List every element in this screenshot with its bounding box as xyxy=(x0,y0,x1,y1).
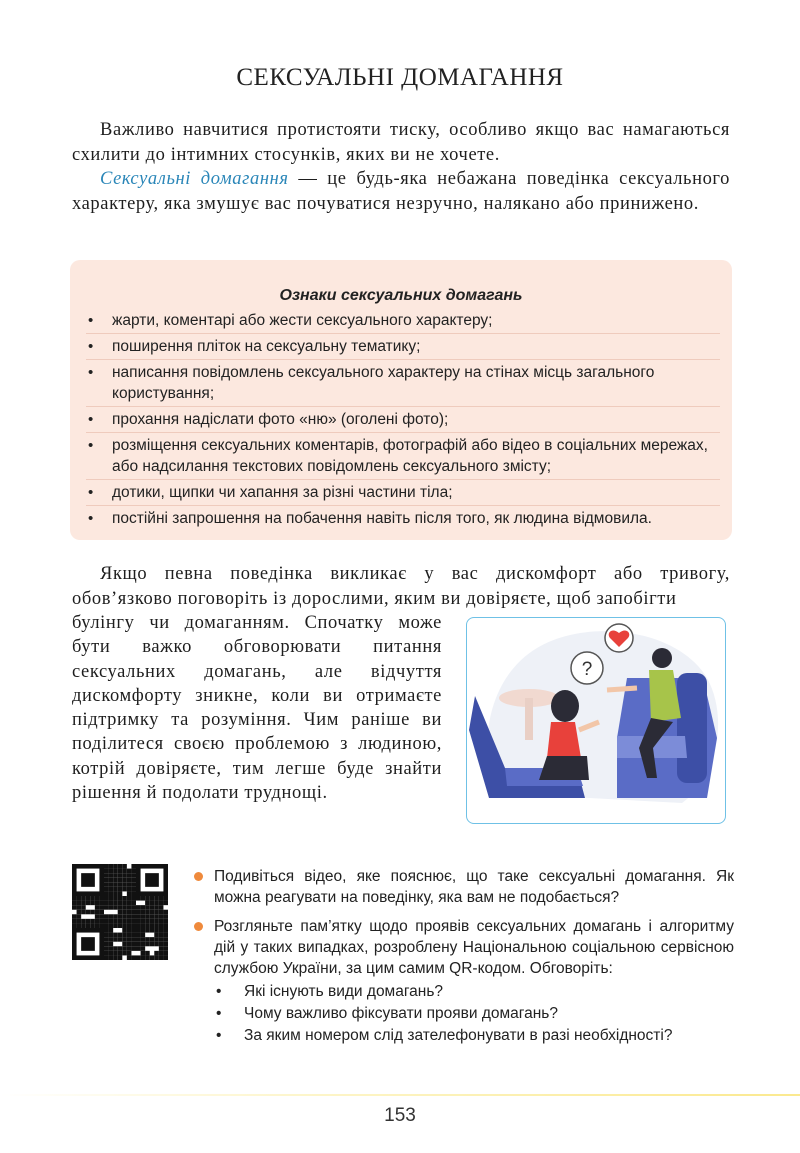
orange-bullet-icon xyxy=(194,872,203,881)
qr-code[interactable] xyxy=(72,864,168,960)
advice-paragraph-top: Якщо певна поведінка викликає у вас дискомфорт або тривогу, обов’язково поговоріть із дорослими, яким ви довіряєте, щоб запобігти xyxy=(72,564,730,609)
task-2-text: Розгляньте пам’ятку щодо проявів сексуальних домагань і алгоритму дій у таких випадках, розроблену Національною соціальною сервісною службою України, за цим самим QR-кодом. Обговоріть: xyxy=(214,918,734,977)
signs-title: Ознаки сексуальних домагань xyxy=(279,287,523,304)
page-number: 153 xyxy=(384,1105,416,1126)
task-1-text: Подивіться відео, яке пояснює, що таке сексуальні домагання. Як можна реагувати на поведінку, яка вам не подобається? xyxy=(214,868,734,906)
list-item: • прохання надіслати фото «ню» (оголені фото); xyxy=(86,409,720,433)
signs-box xyxy=(70,260,732,540)
conversation-illustration xyxy=(466,617,726,824)
page-title: СЕКСУАЛЬНІ ДОМАГАННЯ xyxy=(236,64,564,91)
definition-term: Сексуальні домагання xyxy=(100,169,289,189)
definition-paragraph xyxy=(72,167,730,216)
task-1 xyxy=(194,866,734,908)
questions-list xyxy=(214,981,734,1047)
list-item: • написання повідомлень сексуального характеру на стінах місць загального користування; xyxy=(86,362,720,407)
task-2 xyxy=(194,916,734,1047)
list-item: • поширення пліток на сексуальну тематику; xyxy=(86,336,720,360)
definition-text: — це будь-яка небажана поведінка сексуального характеру, яка змушує вас почуватися незручно, налякано або принижено. xyxy=(72,169,730,214)
bottom-rule xyxy=(0,1094,800,1096)
orange-bullet-icon xyxy=(194,922,203,931)
question-mark: ? xyxy=(581,659,593,680)
list-item: • жарти, коментарі або жести сексуального характеру; xyxy=(86,310,720,334)
list-item: • розміщення сексуальних коментарів, фотографій або відео в соціальних мережах, або надсилання текстових повідомлень сексуального змісту; xyxy=(86,435,720,480)
list-item: • За яким номером слід зателефонувати в разі необхідності? xyxy=(214,1025,734,1047)
intro-paragraph: Важливо навчитися протистояти тиску, особливо якщо вас намагаються схилити до інтимних стосунків, яких ви не хочете. xyxy=(72,120,730,165)
signs-list xyxy=(86,310,720,533)
illustration-svg xyxy=(467,618,725,823)
list-item: • Чому важливо фіксувати прояви домагань? xyxy=(214,1003,734,1025)
list-item: • постійні запрошення на побачення навіть після того, як людина відмовила. xyxy=(86,508,720,531)
advice-paragraph-side: булінгу чи домаганням. Спочатку може бути важко обговорювати питання сексуальних домагань, але відчуття дискомфорту зникне, коли ви отримаєте підтримку та розуміння. Чим раніше ви поділитеся своєю проблемою з людиною, котрій довіряєте, тим легше буде знайти рішення й подолати труднощі. xyxy=(72,613,442,804)
list-item: • дотики, щипки чи хапання за різні частини тіла; xyxy=(86,482,720,506)
list-item: • Які існують види домагань? xyxy=(214,981,734,1003)
